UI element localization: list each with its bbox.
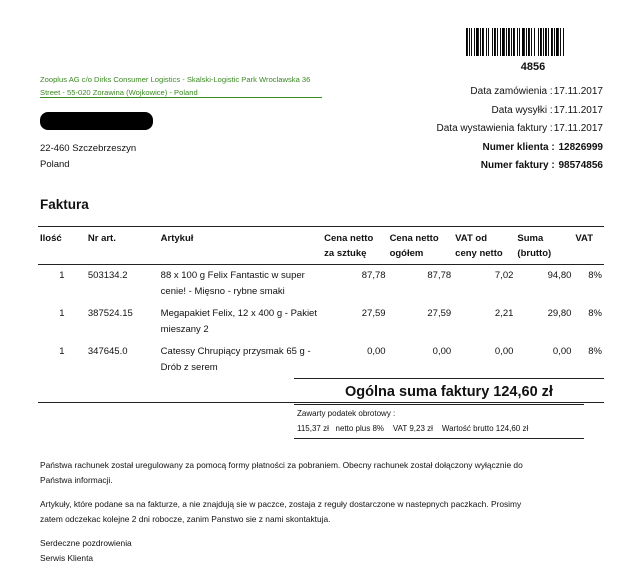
cell-vat: 2,21 (494, 308, 514, 319)
table-row (38, 341, 604, 379)
cell-vat-pct: 8% (588, 308, 602, 319)
sender-line-2: Street - 55-020 Zorawina (Wojkowice) - Poland (40, 88, 198, 97)
header-vat (453, 227, 515, 265)
recipient-country: Poland (40, 159, 70, 170)
sender-address (40, 73, 322, 99)
meta-row-shipping-date: Data wysyłki : 17.11.2017 (343, 102, 603, 121)
barcode-bar (531, 28, 532, 56)
barcode-bar (526, 28, 527, 56)
meta-row-invoice-number: Numer faktury : 98574856 (343, 157, 603, 176)
sender-line-1: Zooplus AG c/o Dirks Consumer Logistics - Skalski-Logistic Park Wroclawska 36 (40, 75, 311, 84)
redacted-recipient-name (40, 112, 153, 130)
barcode-bar (492, 28, 493, 56)
header-article: Artykuł (160, 233, 194, 244)
document-title: Faktura (40, 197, 89, 212)
barcode-bar (517, 28, 518, 56)
barcode-bar (486, 28, 487, 56)
cell-gross: 94,80 (547, 270, 572, 281)
barcode-bar (519, 28, 520, 56)
barcode-bar (497, 28, 498, 56)
barcode-bar (543, 28, 544, 56)
meta-row-order-date: Data zamówienia : 17.11.2017 (343, 83, 603, 102)
header-net-unit-l1: Cena netto (324, 233, 374, 244)
barcode-bar (522, 28, 525, 56)
cell-vat-pct: 8% (588, 270, 602, 281)
cell-net-unit: 0,00 (367, 346, 386, 357)
meta-value: 12826999 (555, 141, 603, 153)
meta-label: Data wystawienia faktury (436, 123, 548, 134)
tax-breakdown: 115,37 zł netto plus 8% VAT 9,23 zł Wartość brutto 124,60 zł (297, 424, 529, 433)
table-row (38, 303, 604, 341)
cell-net-unit: 87,78 (361, 270, 386, 281)
meta-value: 17.11.2017 (553, 123, 603, 134)
barcode-bar (560, 28, 561, 56)
cell-article-no: 503134.2 (87, 270, 128, 281)
barcode-bar (476, 28, 479, 56)
barcode-number: 4856 (520, 61, 546, 73)
delivery-note-line-2: zatem odczekac kolejne 2 dni robocze, zanim Panstwo sie z nami skontaktuja. (40, 513, 331, 524)
meta-value: 98574856 (555, 160, 603, 171)
barcode (466, 28, 600, 56)
order-meta (343, 83, 603, 176)
meta-label: Numer klienta (482, 141, 549, 153)
grand-total-box (294, 378, 604, 405)
barcode-bar (500, 28, 501, 56)
barcode-bar (545, 28, 547, 56)
barcode-bar (538, 28, 539, 56)
cell-article: Catessy Chrupiący przysmak 65 g - Drób z serem (160, 346, 311, 373)
invoice-items (38, 226, 604, 403)
cell-qty: 1 (59, 346, 65, 357)
header-gross-l1: Suma (517, 233, 544, 244)
cell-article-no: 347645.0 (87, 346, 128, 357)
cell-article: 88 x 100 g Felix Fantastic w super cenie! - Mięsno - rybne smaki (160, 270, 305, 297)
header-vat-l2: ceny netto (455, 248, 503, 259)
header-net-unit (322, 227, 387, 265)
barcode-bar (540, 28, 542, 56)
barcode-bar (480, 28, 481, 56)
header-vat-l1: VAT od (455, 233, 488, 244)
barcode-bar (466, 28, 468, 56)
meta-row-invoice-date: Data wystawienia faktury : 17.11.2017 (343, 120, 603, 139)
header-article-no: Nr art. (87, 233, 116, 244)
barcode-bar (528, 28, 530, 56)
delivery-note-line-1: Artykuły, które podane sa na fakturze, a nie znajdują sie w paczce, zostaja z reguły dostarczone w nastepnych paczkach. Prosimy (40, 499, 522, 509)
header-qty: Ilość (40, 233, 62, 244)
cell-qty: 1 (59, 308, 65, 319)
barcode-bar (554, 28, 555, 56)
cell-gross: 0,00 (552, 346, 572, 357)
barcode-bar (502, 28, 505, 56)
sender-divider (40, 97, 322, 98)
meta-row-customer-number: Numer klienta : 12826999 (343, 139, 603, 158)
barcode-bar (469, 28, 470, 56)
header-gross (515, 227, 573, 265)
cell-article: Megapakiet Felix, 12 x 400 g - Pakiet mieszany 2 (160, 308, 317, 335)
header-gross-l2: (brutto) (517, 248, 552, 259)
tax-label: Zawarty podatek obrotowy : (297, 409, 396, 418)
cell-net-total: 87,78 (427, 270, 452, 281)
cell-article-no: 387524.15 (87, 308, 133, 319)
closing-signature: Serwis Klienta (40, 552, 94, 563)
grand-total: Ogólna suma faktury 124,60 zł (345, 384, 553, 400)
header-net-total-l1: Cena netto (389, 233, 439, 244)
barcode-bar (551, 28, 553, 56)
barcode-bar (494, 28, 496, 56)
barcode-bar (506, 28, 507, 56)
table-header-row (38, 227, 604, 265)
recipient-city: 22-460 Szczebrzeszyn (40, 143, 137, 154)
cell-vat: 0,00 (494, 346, 514, 357)
items-table (38, 226, 604, 403)
meta-value: 17.11.2017 (553, 104, 603, 116)
meta-value: 17.11.2017 (553, 86, 603, 97)
header-net-total (388, 227, 454, 265)
barcode-bar (534, 28, 535, 56)
closing (40, 536, 605, 565)
closing-greeting: Serdeczne pozdrowienia (40, 538, 132, 548)
barcode-bar (482, 28, 484, 56)
meta-label: Numer faktury (480, 160, 549, 171)
barcode-bar (488, 28, 489, 56)
tax-summary (294, 404, 584, 439)
cell-vat-pct: 8% (588, 346, 602, 357)
cell-gross: 29,80 (547, 308, 572, 319)
payment-note-line-1: Państwa rachunek został uregulowany za pomocą formy płatności za pobraniem. Obecny rachunek został dołączony wyłącznie do (40, 460, 523, 470)
barcode-bar (513, 28, 515, 56)
table-row (38, 265, 604, 304)
header-vat-pct: VAT (575, 233, 593, 244)
barcode-bar (508, 28, 510, 56)
barcode-bar (548, 28, 549, 56)
barcode-bar (474, 28, 475, 56)
cell-qty: 1 (59, 270, 65, 281)
payment-note (40, 458, 605, 487)
meta-label: Data wysyłki (491, 104, 548, 116)
cell-net-total: 0,00 (432, 346, 452, 357)
barcode-bar (511, 28, 512, 56)
cell-net-unit: 27,59 (361, 308, 386, 319)
header-net-total-l2: ogółem (389, 248, 424, 259)
header-net-unit-l2: za sztukę (324, 248, 367, 259)
barcode-bar (563, 28, 564, 56)
cell-vat: 7,02 (494, 270, 514, 281)
meta-label: Data zamówienia (470, 86, 548, 97)
barcode-bar (556, 28, 559, 56)
payment-note-line-2: Państwa informacji. (40, 474, 113, 485)
delivery-note (40, 497, 605, 526)
barcode-bar (471, 28, 472, 56)
cell-net-total: 27,59 (427, 308, 452, 319)
